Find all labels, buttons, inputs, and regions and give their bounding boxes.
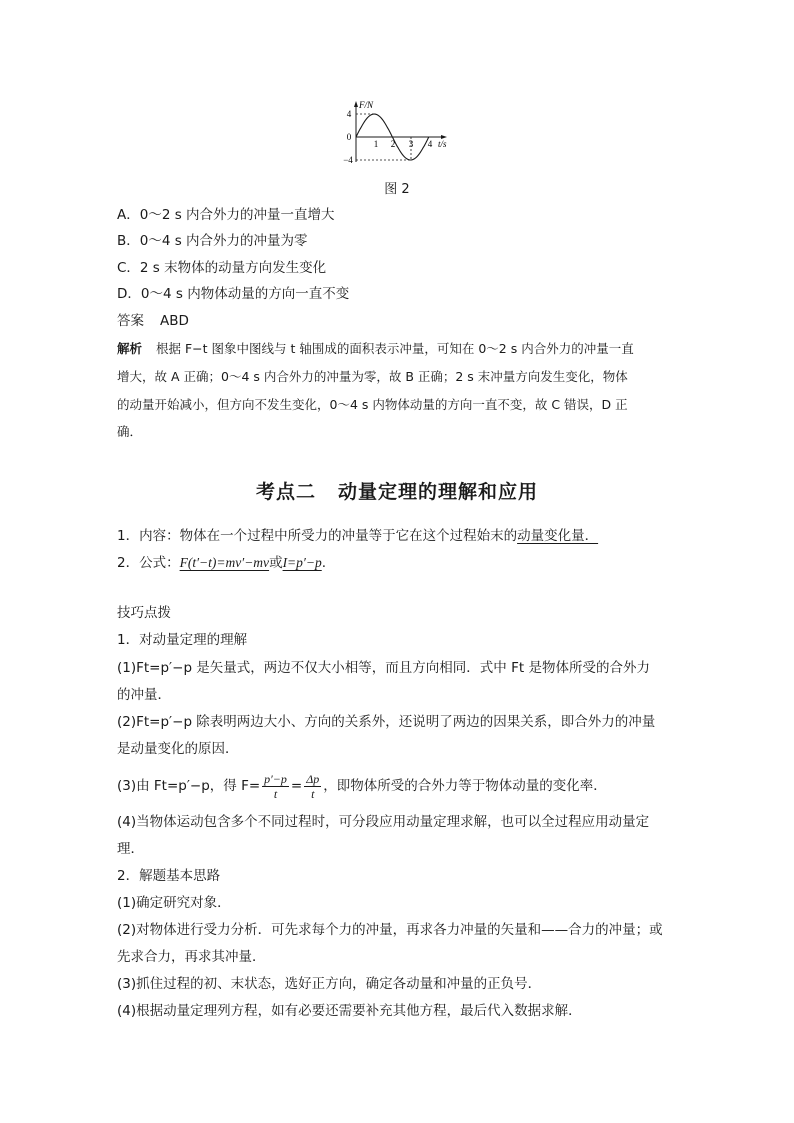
tip-4-line-2: 理． — [117, 841, 144, 857]
origin-label: 0 — [346, 132, 352, 142]
step-2-line-2: 先求合力，再求其冲量． — [117, 949, 266, 965]
tip-2-line-2: 是动量变化的原因． — [117, 741, 239, 757]
step-2-line-1: (2)对物体进行受力分析．可先求每个力的冲量，再求各力冲量的矢量和——合力的冲量；或 — [117, 922, 663, 938]
formula-item: 2．公式：F(t′−t)=mv′−mv或I=p′−p. — [117, 555, 327, 571]
tip-1-line-1: (1)Ft=p′−p 是矢量式，两边不仅大小相等，而且方向相同．式中 Ft 是物体所受的合外力 — [117, 660, 650, 676]
figure-xlabel: t/s — [438, 139, 447, 149]
tips-title: 技巧点拨 — [117, 605, 171, 621]
fraction-2: $\frac{\Delta p}{t}$ — [306, 771, 320, 801]
ytick-label-neg4: −4 — [343, 155, 353, 165]
step-3: (3)抓住过程的初、末状态，选好正方向，确定各动量和冲量的正负号． — [117, 976, 542, 992]
analysis-line-4: 确． — [117, 424, 143, 439]
tip-1-line-2: 的冲量． — [117, 687, 171, 703]
step-4: (4)根据动量定理列方程，如有必要还需要补充其他方程，最后代入数据求解． — [117, 1003, 582, 1019]
figure-caption: 图 2 — [384, 182, 410, 197]
option-a: A．0～2 s 内合外力的冲量一直增大 — [117, 207, 335, 223]
fraction-1: $\frac{p'-p}{t}$ — [264, 771, 287, 801]
step-1: (1)确定研究对象． — [117, 895, 231, 911]
xtick-label-4: 4 — [427, 139, 433, 149]
content-blank: 动量变化量． — [517, 528, 599, 544]
tip-4-line-1: (4)当物体运动包含多个不同过程时，可分段应用动量定理求解，也可以全过程应用动量定 — [117, 814, 650, 830]
xtick-label-3: 3 — [408, 139, 414, 149]
option-b: B．0～4 s 内合外力的冲量为零 — [117, 233, 308, 249]
tip-3: (3)由 Ft=p′−p，得 F= $\frac{p'-p}{t}$ = $\frac{\Delta p}{t}$ ，即物体所受的合外力等于物体动量的变化率． — [117, 771, 607, 801]
option-d: D．0～4 s 内物体动量的方向一直不变 — [117, 286, 350, 302]
formula-blank-2: I=p′−p — [282, 555, 322, 570]
section-title: 考点二 动量定理的理解和应用 — [255, 481, 539, 503]
option-c: C．2 s 末物体的动量方向发生变化 — [117, 260, 327, 276]
formula-blank-1: F(t′−t)=mv′−mv — [179, 555, 270, 570]
y-axis-arrow — [354, 101, 358, 107]
content-item: 1．内容：物体在一个过程中所受力的冲量等于它在这个过程始末的动量变化量． — [117, 528, 599, 544]
analysis-line-2: 增大，故 A 正确；0～4 s 内合外力的冲量为零，故 B 正确；2 s 末冲量方向发生变化，物体 — [117, 369, 628, 384]
force-time-graph — [340, 98, 452, 168]
answer-row — [117, 311, 189, 331]
xtick-label-1: 1 — [373, 139, 379, 149]
ytick-label-4: 4 — [346, 109, 352, 119]
tips-heading-1: 1．对动量定理的理解 — [117, 632, 248, 648]
analysis-line-3: 的动量开始减小，但方向不发生变化，0～4 s 内物体动量的方向一直不变，故 C 错误，D 正 — [117, 397, 628, 412]
tips-heading-2: 2．解题基本思路 — [117, 868, 221, 884]
analysis-label: 解析 — [117, 341, 143, 356]
figure-ylabel: F/N — [359, 100, 374, 110]
xtick-label-2: 2 — [390, 139, 396, 149]
analysis-line-1: 解析 根据 F−t 图象中图线与 t 轴围成的面积表示冲量，可知在 0～2 s 内合外力的冲量一直 — [117, 341, 634, 356]
answer-label: 答案 — [117, 313, 144, 329]
answer-value: ABD — [160, 313, 189, 329]
tip-2-line-1: (2)Ft=p′−p 除表明两边大小、方向的关系外，还说明了两边的因果关系，即合外力的冲量 — [117, 714, 656, 730]
